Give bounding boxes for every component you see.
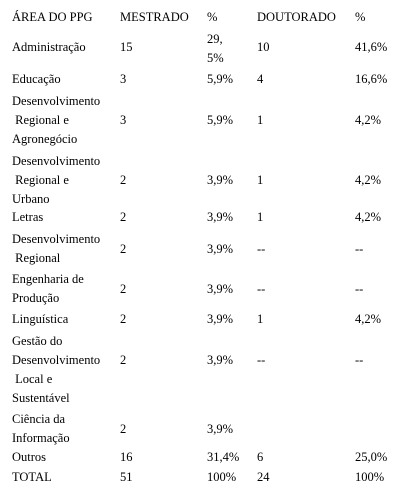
area-line: Ciência da [12,412,66,426]
cell-area [12,38,112,57]
cell-mestrado-percent: 29, 5% [207,32,224,65]
area-line: Gestão do [12,334,63,348]
cell-doutorado: 1 [257,210,264,224]
cell-area [12,410,112,448]
area-line: Desenvolvimento [12,232,101,246]
area-line: Letras [12,210,44,224]
cell-mestrado-percent: 3,9% [207,422,234,436]
cell-area [12,92,112,149]
cell-area [12,310,112,329]
cell-mestrado-percent: 31,4% [207,450,240,464]
cell-mestrado-percent: 3,9% [207,353,234,367]
area-line: Administração [12,40,86,54]
area-line: Regional e [12,113,69,127]
cell-doutorado-percent: 4,2% [355,312,382,326]
area-line: Educação [12,72,61,86]
cell-area [12,468,112,487]
area-line: Informação [12,431,70,445]
area-line: Desenvolvimento [12,154,101,168]
cell-mestrado: 3 [120,113,127,127]
cell-mestrado-percent: 5,9% [207,72,234,86]
cell-doutorado: 1 [257,173,264,187]
cell-doutorado-percent: 25,0% [355,450,388,464]
cell-mestrado: 2 [120,173,127,187]
area-line: Desenvolvimento [12,353,101,367]
cell-mestrado-percent: 5,9% [207,113,234,127]
area-line: Outros [12,450,47,464]
cell-area [12,70,112,89]
area-line: Local e [12,372,53,386]
area-line: Desenvolvimento [12,94,101,108]
cell-mestrado: 16 [120,450,133,464]
area-line: Sustentável [12,391,70,405]
area-line: Regional [12,251,61,265]
header-mestrado-percent: % [207,10,218,24]
cell-doutorado-percent: -- [355,353,364,367]
cell-mestrado-percent: 3,9% [207,312,234,326]
cell-doutorado-percent: 16,6% [355,72,388,86]
cell-doutorado: -- [257,282,266,296]
cell-doutorado-percent: 100% [355,470,385,484]
area-line: Regional e [12,173,69,187]
cell-area [12,448,112,467]
area-line: Linguística [12,312,69,326]
cell-doutorado-percent: -- [355,282,364,296]
area-line: TOTAL [12,470,52,484]
cell-mestrado: 2 [120,422,127,436]
cell-mestrado: 2 [120,353,127,367]
header-doutorado: DOUTORADO [257,10,336,24]
cell-mestrado: 2 [120,210,127,224]
header-area: ÁREA DO PPG [12,10,93,24]
cell-mestrado-percent: 3,9% [207,173,234,187]
area-line: Produção [12,291,60,305]
cell-mestrado-percent: 100% [207,470,237,484]
area-line: Agronegócio [12,132,78,146]
cell-area [12,270,112,308]
cell-doutorado: 4 [257,72,264,86]
cell-area [12,332,112,408]
cell-doutorado-percent: -- [355,242,364,256]
cell-doutorado-percent: 41,6% [355,40,388,54]
header-mestrado: MESTRADO [120,10,189,24]
cell-mestrado-percent: 3,9% [207,210,234,224]
cell-mestrado: 2 [120,242,127,256]
cell-doutorado: 10 [257,40,270,54]
header-doutorado-percent: % [355,10,366,24]
cell-area [12,208,112,227]
area-line: Urbano [12,192,50,206]
cell-doutorado: -- [257,353,266,367]
cell-mestrado-percent: 3,9% [207,242,234,256]
cell-doutorado: 1 [257,312,264,326]
cell-mestrado: 2 [120,282,127,296]
cell-area [12,152,112,209]
cell-doutorado: 6 [257,450,264,464]
cell-doutorado: 1 [257,113,264,127]
area-line: Engenharia de [12,272,84,286]
cell-doutorado-percent: 4,2% [355,113,382,127]
cell-mestrado: 15 [120,40,133,54]
cell-doutorado: -- [257,242,266,256]
cell-mestrado: 2 [120,312,127,326]
cell-doutorado-percent: 4,2% [355,210,382,224]
cell-area [12,230,112,268]
cell-doutorado: 24 [257,470,270,484]
cell-mestrado: 3 [120,72,127,86]
cell-doutorado-percent: 4,2% [355,173,382,187]
cell-mestrado: 51 [120,470,133,484]
cell-mestrado-percent: 3,9% [207,282,234,296]
